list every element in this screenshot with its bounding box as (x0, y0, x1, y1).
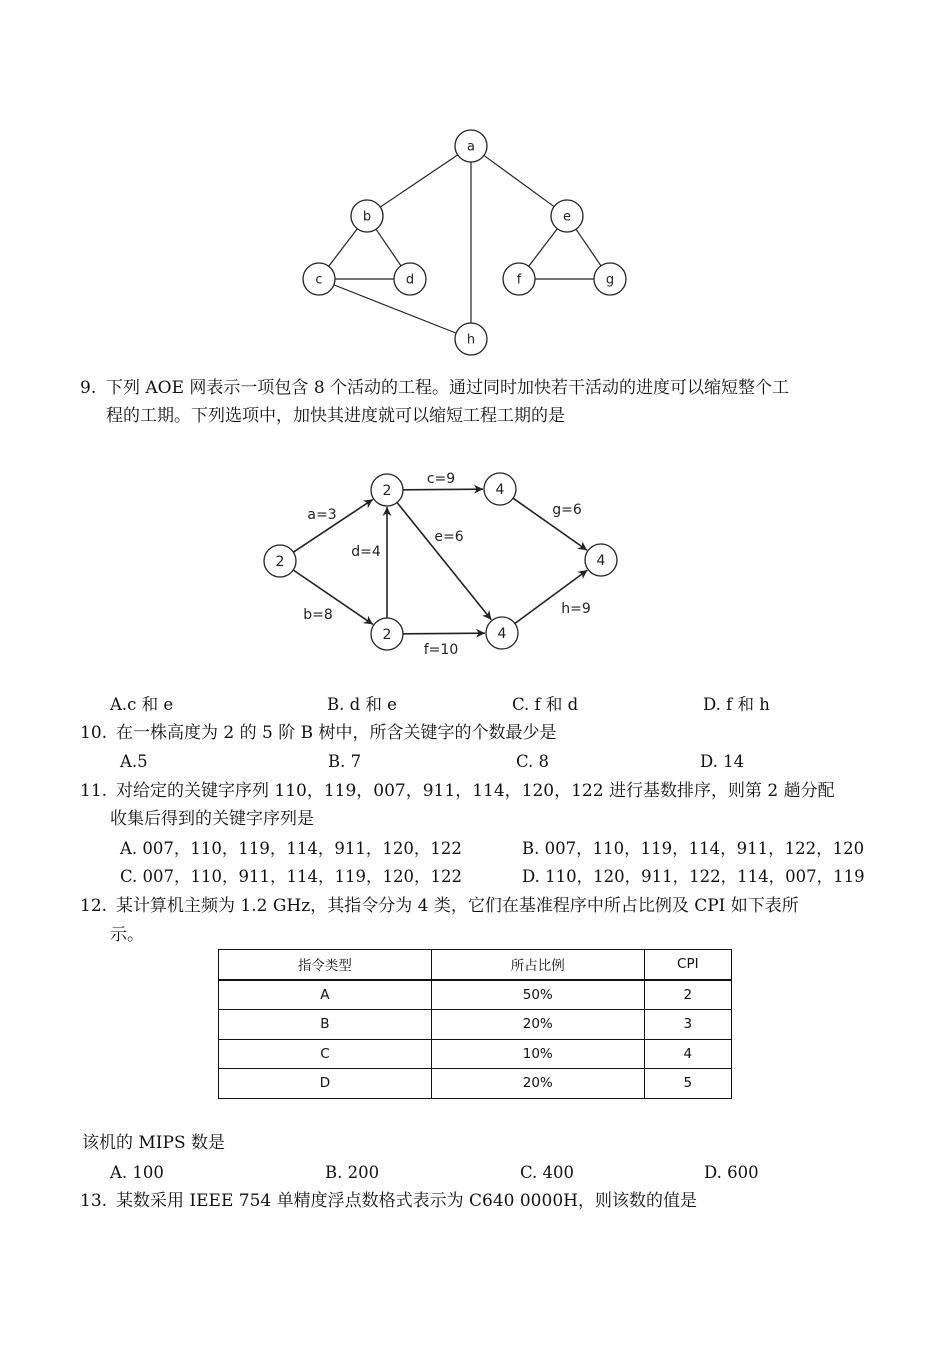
table-row (219, 980, 732, 1010)
graph-edge-b-c (329, 229, 358, 267)
q11-option-c: C. 007，110，911，114，119，120，122 (120, 867, 462, 886)
q12-after-text: 该机的 MIPS 数是 (82, 1133, 226, 1153)
table-cell: 5 (644, 1069, 731, 1099)
graph-node-label: a (467, 139, 475, 155)
q12-option-a: A. 100 (110, 1163, 164, 1182)
q9-option-c: C. f 和 d (512, 695, 579, 714)
table-cell: 4 (644, 1039, 731, 1069)
q12-option-b: B. 200 (325, 1163, 380, 1182)
table-row (219, 1069, 732, 1099)
q10-number: 10. (80, 723, 108, 743)
q10-option-b: B. 7 (328, 752, 362, 771)
table-cell: 20% (431, 1069, 644, 1099)
aoe-edge-c (403, 489, 483, 490)
aoe-network (0, 460, 950, 670)
q13-number: 13. (80, 1191, 108, 1211)
q9-option-a: A.c 和 e (110, 695, 174, 714)
graph-edge-a-e (484, 155, 554, 206)
q12-number: 12. (80, 896, 108, 916)
aoe-node-label: 4 (497, 626, 507, 642)
table-cell: 3 (644, 1010, 731, 1040)
aoe-node-label: 4 (596, 553, 606, 569)
q12-text-line1: 某计算机主频为 1.2 GHz，其指令分为 4 类，它们在基准程序中所占比例及 CPI 如下表所 (116, 896, 799, 916)
graph-node-label: g (605, 272, 615, 288)
q9-text-line2: 程的工期。下列选项中，加快其进度就可以缩短工程工期的是 (106, 406, 565, 426)
q11-text-line2: 收集后得到的关键字序列是 (110, 809, 314, 829)
graph-edge-e-g (576, 229, 601, 266)
aoe-edge-label: a=3 (307, 507, 337, 523)
aoe-edge-label: h=9 (561, 601, 591, 617)
graph-edge-b-d (376, 229, 401, 266)
q9-option-b: B. d 和 e (327, 695, 397, 714)
table-header-cell: 所占比例 (431, 950, 644, 980)
aoe-edge-label: f=10 (423, 642, 459, 658)
q13-text: 某数采用 IEEE 754 单精度浮点数格式表示为 C640 0000H，则该数的值是 (116, 1191, 697, 1211)
aoe-edge-e (397, 502, 491, 619)
q10-option-c: C. 8 (516, 752, 550, 771)
table-cell: A (219, 980, 432, 1010)
aoe-node-label: 2 (382, 483, 392, 499)
q9-text-line1: 下列 AOE 网表示一项包含 8 个活动的工程。通过同时加快若干活动的进度可以缩短整个工 (106, 378, 790, 398)
table-cell: 20% (431, 1010, 644, 1040)
q12-option-d: D. 600 (704, 1163, 759, 1182)
aoe-node-label: 2 (382, 627, 392, 643)
graph-edge-c-h (334, 285, 456, 333)
cpi-table (218, 949, 732, 1099)
q10-option-d: D. 14 (700, 752, 745, 771)
aoe-edge-f (403, 633, 485, 634)
aoe-node-label: 2 (275, 554, 285, 570)
table-cell: 10% (431, 1039, 644, 1069)
q12-text-line2: 示。 (110, 925, 144, 945)
table-row (219, 1039, 732, 1069)
q10-option-a: A.5 (120, 752, 148, 771)
aoe-edge-label: b=8 (303, 607, 333, 623)
q11-number: 11. (80, 781, 108, 801)
table-header-row (219, 950, 732, 980)
q10-text: 在一株高度为 2 的 5 阶 B 树中，所含关键字的个数最少是 (116, 723, 557, 743)
table-cell: 50% (431, 980, 644, 1010)
graph-edge-a-b (380, 155, 457, 207)
graph-node-label: d (405, 272, 415, 288)
graph-node-label: b (362, 209, 372, 225)
table-cell: D (219, 1069, 432, 1099)
q9-option-d: D. f 和 h (703, 695, 770, 714)
aoe-node-label: 4 (495, 482, 505, 498)
table-row (219, 1010, 732, 1040)
q11-text-line1: 对给定的关键字序列 110，119，007，911，114，120，122 进行基数排序，则第 2 趟分配 (116, 781, 835, 801)
table-cell: C (219, 1039, 432, 1069)
graph-node-label: f (516, 272, 522, 288)
table-cell: B (219, 1010, 432, 1040)
table-header-cell: CPI (644, 950, 731, 980)
graph-node-label: e (563, 209, 571, 225)
aoe-edge-label: e=6 (434, 529, 464, 545)
table-cell: 2 (644, 980, 731, 1010)
aoe-edge-label: c=9 (426, 471, 456, 487)
graph-edge-e-f (529, 229, 558, 267)
q9-number: 9. (80, 378, 97, 398)
undirected-graph (0, 0, 950, 370)
q11-option-b: B. 007，110，119，114，911，122，120 (522, 839, 865, 858)
q11-option-d: D. 110，120，911，122，114，007，119 (522, 867, 865, 886)
aoe-edge-label: d=4 (351, 544, 381, 560)
aoe-edge-label: g=6 (552, 502, 582, 518)
table-header-cell: 指令类型 (219, 950, 432, 980)
graph-node-label: h (466, 332, 476, 348)
graph-node-label: c (315, 272, 323, 288)
q11-option-a: A. 007，110，119，114，911，120，122 (120, 839, 462, 858)
q12-option-c: C. 400 (520, 1163, 575, 1182)
